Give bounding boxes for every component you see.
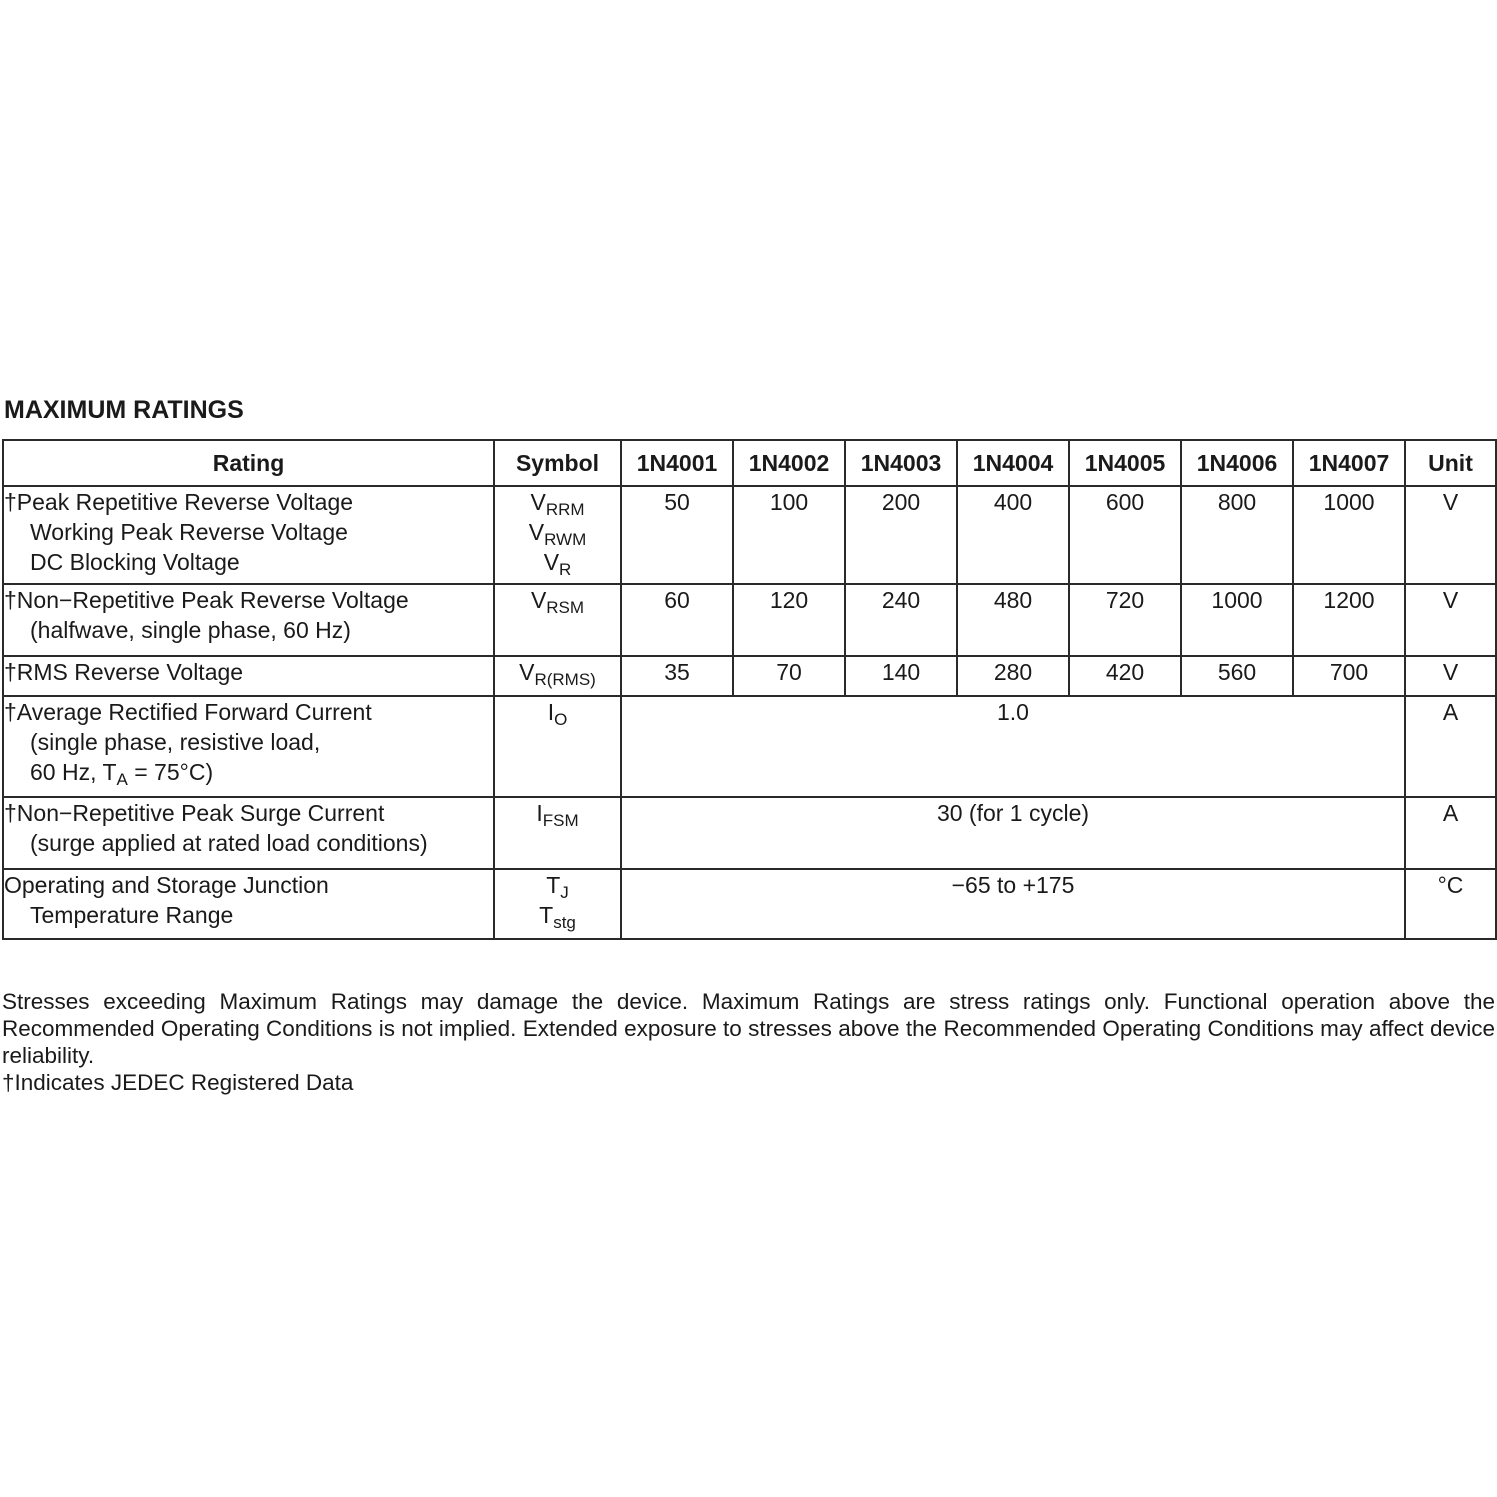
jedec-note: †Indicates JEDEC Registered Data [2,1070,354,1095]
symbol: $I_{FSM}$ [536,800,579,830]
unit-cell: A [1405,696,1496,797]
symbol: $V_{RWM}$ [528,519,587,549]
header-row [3,440,1496,486]
header-device: 1N4006 [1181,440,1293,486]
table-row [3,486,1496,584]
symbol: $V_{RRM}$ [530,489,585,519]
rating-text: Temperature Range [30,902,234,928]
rating-text: 60 Hz, $T_A = 75^\circ C$) [30,759,214,789]
value-cell: 800 [1181,486,1293,584]
symbol: $V_{RSM}$ [530,587,585,617]
unit-cell: V [1405,656,1496,696]
maximum-ratings-table [2,439,1497,940]
value-cell: 50 [621,486,733,584]
rating-cell [3,486,494,584]
value-cell: 1000 [1293,486,1405,584]
rating-text: (single phase, resistive load, [30,729,321,755]
symbol-cell [494,486,621,584]
rating-text: †RMS Reverse Voltage [4,659,244,685]
unit-cell: V [1405,486,1496,584]
value-cell: 240 [845,584,957,656]
value-cell: 200 [845,486,957,584]
value-cell: 700 [1293,656,1405,696]
value-cell: 120 [733,584,845,656]
symbol-cell [494,584,621,656]
rating-text: Operating and Storage Junction [4,872,329,898]
header-symbol: Symbol [494,440,621,486]
value-cell: 280 [957,656,1069,696]
value-cell: 560 [1181,656,1293,696]
value-cell: −65 to +175 [621,869,1405,939]
footnotes [2,988,1495,1096]
rating-text: (surge applied at rated load conditions) [30,830,428,856]
symbol: $T_J$ [546,872,569,902]
table-row [3,797,1496,869]
rating-text: †Peak Repetitive Reverse Voltage [4,489,354,515]
value-cell: 100 [733,486,845,584]
value-cell: 30 (for 1 cycle) [621,797,1405,869]
value-cell: 1000 [1181,584,1293,656]
rating-text: †Non−Repetitive Peak Reverse Voltage [4,587,409,613]
value-cell: 400 [957,486,1069,584]
value-cell: 60 [621,584,733,656]
header-device: 1N4007 [1293,440,1405,486]
unit-cell: V [1405,584,1496,656]
header-device: 1N4001 [621,440,733,486]
value-cell: 35 [621,656,733,696]
rating-cell [3,584,494,656]
symbol: $V_{R(RMS)}$ [519,659,596,689]
header-device: 1N4004 [957,440,1069,486]
symbol: $T_{stg}$ [539,902,576,932]
table-row [3,656,1496,696]
symbol: $V_R$ [543,549,572,579]
value-cell: 70 [733,656,845,696]
value-cell: 140 [845,656,957,696]
rating-cell [3,696,494,797]
rating-cell [3,869,494,939]
table-row [3,584,1496,656]
rating-cell [3,797,494,869]
rating-text: DC Blocking Voltage [30,549,240,575]
section-title: MAXIMUM RATINGS [4,396,244,424]
unit-cell: °C [1405,869,1496,939]
symbol-cell [494,656,621,696]
symbol-cell [494,797,621,869]
rating-text: †Non−Repetitive Peak Surge Current [4,800,385,826]
table-row [3,696,1496,797]
rating-text: Working Peak Reverse Voltage [30,519,348,545]
header-device: 1N4005 [1069,440,1181,486]
rating-cell [3,656,494,696]
rating-text: (halfwave, single phase, 60 Hz) [30,617,351,643]
value-cell: 420 [1069,656,1181,696]
value-cell: 720 [1069,584,1181,656]
header-device: 1N4002 [733,440,845,486]
value-cell: 1.0 [621,696,1405,797]
stress-note: Stresses exceeding Maximum Ratings may damage the device. Maximum Ratings are stress ratings only. Functional operation above the Recommended Operating Conditions is not implied. Extended exposure to stresses above the Recommended Operating Conditions may affect device reliability. [2,989,1495,1068]
symbol-cell [494,696,621,797]
value-cell: 1200 [1293,584,1405,656]
rating-text: †Average Rectified Forward Current [4,699,372,725]
symbol-cell [494,869,621,939]
table-row [3,869,1496,939]
value-cell: 480 [957,584,1069,656]
header-rating: Rating [3,440,494,486]
header-device: 1N4003 [845,440,957,486]
symbol: $I_O$ [547,699,568,729]
value-cell: 600 [1069,486,1181,584]
unit-cell: A [1405,797,1496,869]
header-unit: Unit [1405,440,1496,486]
